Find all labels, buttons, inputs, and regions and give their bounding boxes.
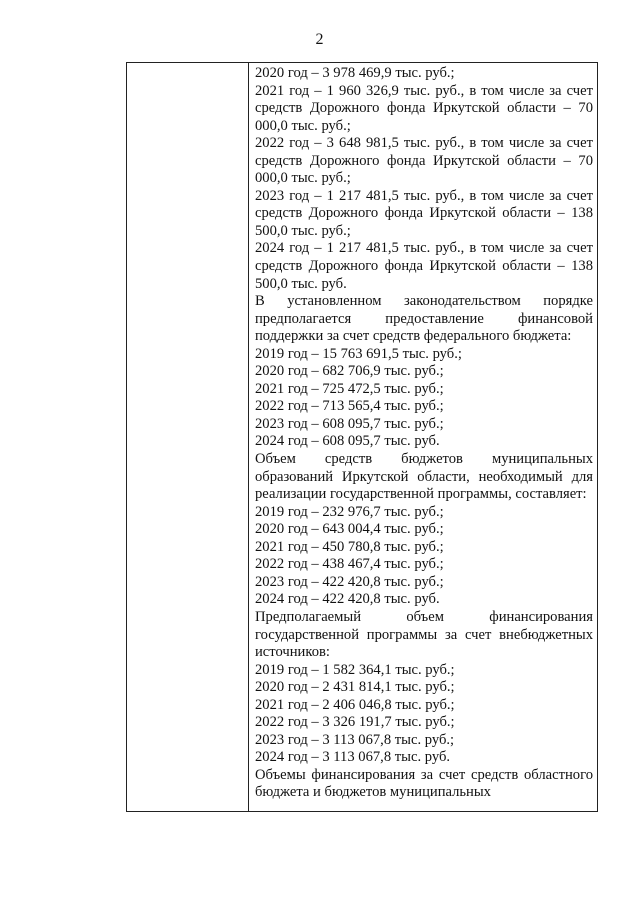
paragraph: 2023 год – 608 095,7 тыс. руб.; (255, 415, 444, 432)
paragraph: 2019 год – 15 763 691,5 тыс. руб.; (255, 345, 462, 362)
document-table (126, 62, 598, 812)
paragraph: 2019 год – 1 582 364,1 тыс. руб.; (255, 661, 455, 678)
paragraph: Предполагаемый объем финансирования государственной программы за счет внебюджетных источников: (255, 608, 593, 661)
paragraph: 2021 год – 725 472,5 тыс. руб.; (255, 380, 444, 397)
paragraph: 2024 год – 1 217 481,5 тыс. руб., в том числе за счет средств Дорожного фонда Иркутской области – 138 500,0 тыс. руб. (255, 240, 593, 292)
table-left-column (127, 63, 249, 811)
paragraph: 2020 год – 643 004,4 тыс. руб.; (255, 521, 444, 538)
paragraph: 2021 год – 1 960 326,9 тыс. руб., в том числе за счет средств Дорожного фонда Иркутской области – 70 000,0 тыс. руб.; (255, 82, 593, 134)
paragraph: 2024 год – 3 113 067,8 тыс. руб. (255, 749, 451, 766)
paragraph: 2022 год – 3 648 981,5 тыс. руб., в том числе за счет средств Дорожного фонда Иркутской области – 70 000,0 тыс. руб.; (255, 135, 593, 187)
paragraph: 2021 год – 450 780,8 тыс. руб.; (255, 538, 444, 555)
paragraph: 2020 год – 682 706,9 тыс. руб.; (255, 363, 444, 380)
paragraph: 2024 год – 608 095,7 тыс. руб. (255, 433, 440, 450)
page-number: 2 (315, 31, 324, 48)
paragraph: 2023 год – 1 217 481,5 тыс. руб., в том числе за счет средств Дорожного фонда Иркутской области – 138 500,0 тыс. руб.; (255, 187, 593, 239)
paragraph: 2023 год – 422 420,8 тыс. руб.; (255, 573, 444, 590)
paragraph: 2020 год – 3 978 469,9 тыс. руб.; (255, 65, 455, 81)
paragraph: 2022 год – 438 467,4 тыс. руб.; (255, 556, 444, 573)
paragraph: 2019 год – 232 976,7 тыс. руб.; (255, 503, 444, 520)
paragraph: 2023 год – 3 113 067,8 тыс. руб.; (255, 731, 455, 748)
paragraph: В установленном законодательством порядке предполагается предоставление финансовой поддержки за счет средств федерального бюджета: (255, 293, 593, 345)
paragraph: 2024 год – 422 420,8 тыс. руб. (255, 591, 440, 608)
paragraph: 2022 год – 3 326 191,7 тыс. руб.; (255, 714, 455, 731)
paragraph: Объем средств бюджетов муниципальных образований Иркутской области, необходимый для реализации государственной программы, составляет: (255, 451, 593, 503)
paragraph: 2020 год – 2 431 814,1 тыс. руб.; (255, 679, 455, 696)
paragraph: Объемы финансирования за счет средств областного бюджета и бюджетов муниципальных (255, 766, 593, 801)
paragraph: 2022 год – 713 565,4 тыс. руб.; (255, 398, 444, 415)
table-right-column (249, 63, 597, 811)
paragraph: 2021 год – 2 406 046,8 тыс. руб.; (255, 696, 455, 713)
